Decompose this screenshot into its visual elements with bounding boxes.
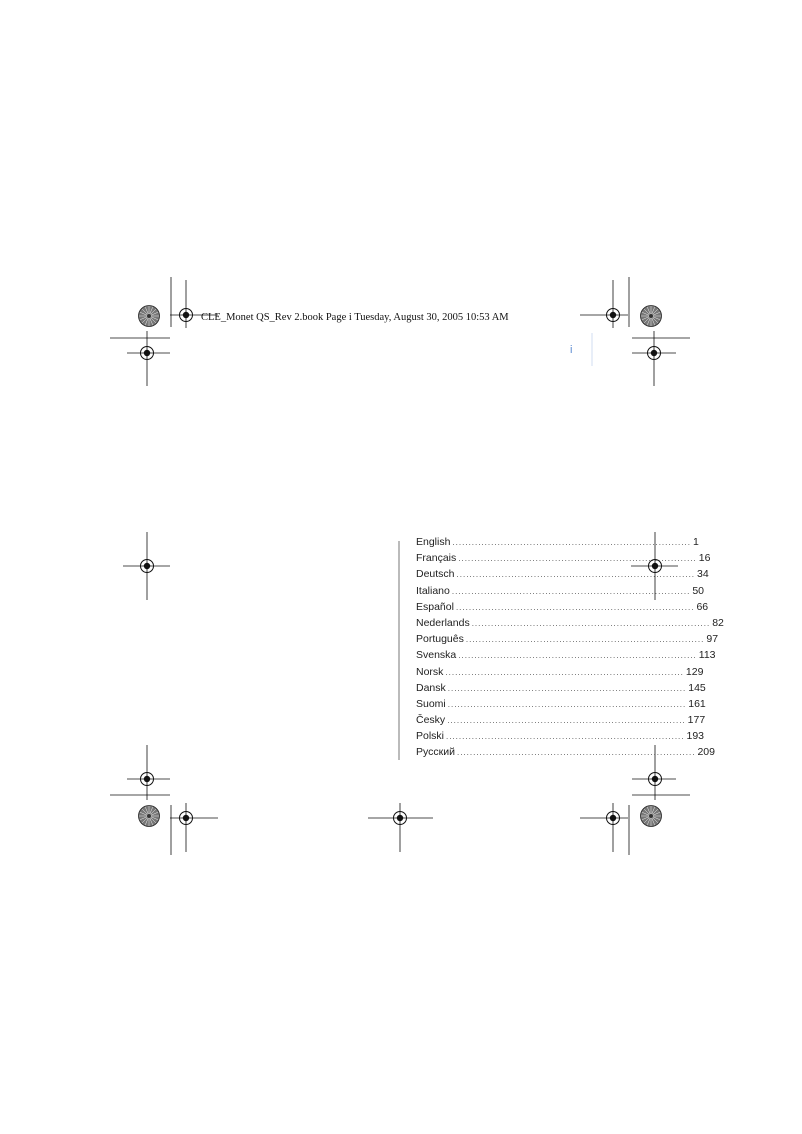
toc-entry-label: Français <box>416 552 457 565</box>
toc-entry-label: Deutsch <box>416 568 455 581</box>
toc-entry[interactable] <box>416 665 704 682</box>
toc-leader: .......................................................................... <box>452 538 691 547</box>
toc-entry-label: Česky <box>416 714 446 727</box>
toc-entry-label: Suomi <box>416 697 446 710</box>
toc-entry-label: Polski <box>416 730 445 743</box>
toc-entry-label: Nederlands <box>416 616 470 629</box>
toc-entry-page: 34 <box>697 568 709 581</box>
toc-entry-page: 16 <box>698 552 711 565</box>
toc-entry[interactable] <box>416 730 705 746</box>
toc-entry[interactable] <box>416 584 705 601</box>
toc-entry-page: 129 <box>685 665 704 678</box>
toc-leader: .......................................................................... <box>458 651 697 661</box>
toc-entry[interactable] <box>416 633 719 649</box>
toc-entry-page: 193 <box>686 730 705 743</box>
toc-entry[interactable] <box>416 746 715 762</box>
toc-entry-label: Svenska <box>416 649 457 662</box>
toc-leader: .......................................................................... <box>446 732 685 742</box>
toc-entry[interactable] <box>416 600 709 617</box>
toc-entry-page: 82 <box>712 616 724 629</box>
toc-entry-label: Español <box>416 600 454 613</box>
toc-leader: .......................................................................... <box>465 635 705 645</box>
toc-leader: .......................................................................... <box>456 570 696 580</box>
toc-entry-page: 145 <box>688 681 706 694</box>
toc-leader: .......................................................................... <box>471 618 711 628</box>
toc-entry-label: Português <box>416 633 464 646</box>
toc-entry-page: 209 <box>697 746 715 759</box>
toc-entry[interactable] <box>416 649 716 665</box>
page-number: i <box>570 344 573 356</box>
toc-entry-page: 50 <box>692 584 705 597</box>
toc-entry[interactable] <box>416 568 709 584</box>
table-of-contents <box>416 536 724 763</box>
toc-leader: .......................................................................... <box>455 602 695 612</box>
toc-leader: .......................................................................... <box>447 683 687 693</box>
toc-leader: .......................................................................... <box>456 748 696 758</box>
toc-entry[interactable] <box>416 536 699 552</box>
toc-entry[interactable] <box>416 552 711 568</box>
toc-leader: .......................................................................... <box>447 716 686 726</box>
toc-leader: .......................................................................... <box>447 699 687 709</box>
toc-entry-page: 66 <box>696 600 709 613</box>
toc-entry-page: 177 <box>687 714 706 727</box>
toc-entry[interactable] <box>416 616 724 633</box>
toc-entry[interactable] <box>416 714 706 730</box>
toc-entry[interactable] <box>416 697 706 714</box>
toc-entry-label: English <box>416 536 451 548</box>
toc-entry-page: 97 <box>706 633 719 646</box>
toc-entry-page: 113 <box>698 649 716 662</box>
toc-entry[interactable] <box>416 681 706 698</box>
toc-entry-page: 161 <box>688 697 706 710</box>
toc-entry-page: 1 <box>692 536 699 548</box>
toc-leader: .......................................................................... <box>458 554 697 564</box>
toc-leader: .......................................................................... <box>445 667 684 677</box>
toc-entry-label: Norsk <box>416 665 444 678</box>
toc-entry-label: Italiano <box>416 584 450 597</box>
print-slug: CLE_Monet QS_Rev 2.book Page i Tuesday, August 30, 2005 10:53 AM <box>201 312 509 323</box>
toc-leader: .......................................................................... <box>451 586 691 596</box>
toc-entry-label: Dansk <box>416 681 446 694</box>
toc-entry-label: Русский <box>416 746 455 759</box>
